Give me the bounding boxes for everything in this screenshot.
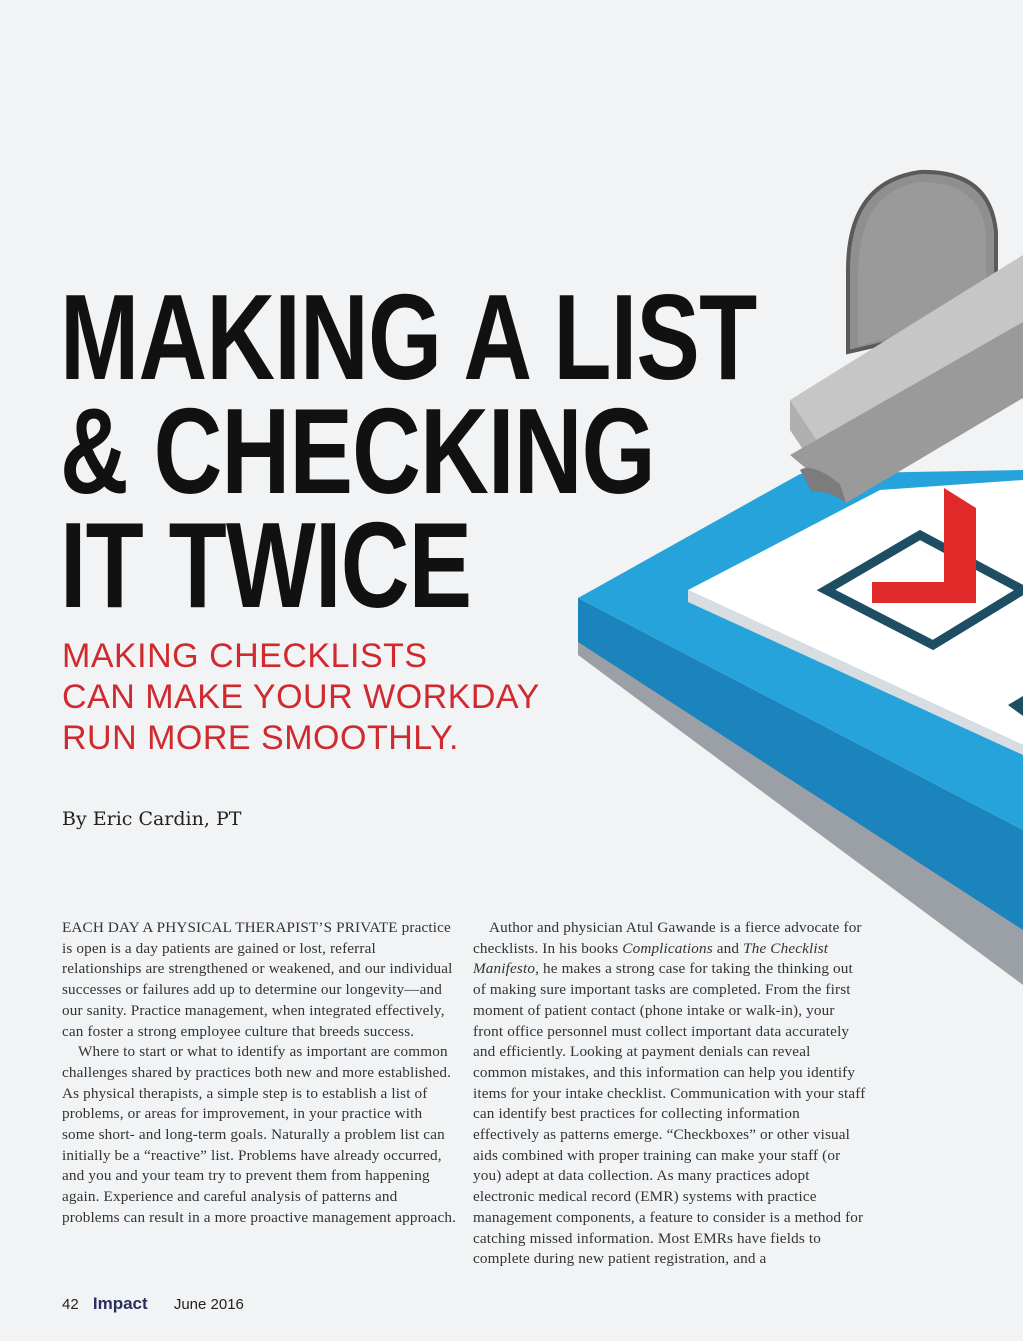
body-text: and — [712, 939, 744, 957]
body-text: , he makes a strong case for taking the thinking out of making sure important tasks are completed. From the first moment of patient contact (phone intake or walk-in), your front office personnel must collect important data accurately and efficiently. Looking at payment denials can reveal common mistakes, and this information can help you identify items for your intake checklist. Communication with your staff can identify best practices for collecting information effectively as patterns emerge. “Checkboxes” or other visual aids combined with proper training can make your staff (or you) adept at data collection. As many practices adopt electronic medical record (EMR) systems with practice management components, a feature to consider is a method for catching missed information. Most EMRs have fields to complete during new patient registration, and a — [473, 960, 866, 1268]
subhead-line-3: RUN MORE SMOOTHLY. — [62, 719, 459, 757]
book-title: The Checklist Manifesto — [473, 939, 829, 978]
byline: By Eric Cardin, PT — [62, 808, 242, 830]
body-text: Author and physician Atul Gawande is a fierce advocate for checklists. In his books — [473, 919, 862, 957]
headline-line-3: IT TWICE — [60, 497, 472, 633]
page-number: 42 — [62, 1296, 79, 1313]
body-paragraph: EACH DAY A PHYSICAL THERAPIST’S PRIVATE practice is open is a day patients are gained or lost, referral relationships are strengthened or weakened, and our individual successes or failures add up to determine our longevity—and our sanity. Practice management, when integrated effectively, can foster a strong employee culture that breeds success. — [62, 919, 453, 1040]
body-column-right — [473, 918, 868, 1270]
subheadline — [62, 636, 540, 759]
magazine-name: Impact — [92, 1294, 148, 1313]
headline-line-1: MAKING A LIST — [60, 269, 757, 405]
page-footer — [62, 1294, 244, 1314]
headline-line-2: & CHECKING — [60, 383, 655, 519]
body-paragraph: Where to start or what to identify as important are common challenges shared by practices both new and more established. As physical therapists, a simple step is to establish a list of problems, or areas for improvement, in your practice with some short- and long-term goals. Naturally a problem list can initially be a “reactive” list. Problems have already occurred, and you and your team try to prevent them from happening again. Experience and careful analysis of patterns and problems can result in a more proactive management approach. — [62, 1043, 457, 1226]
subhead-line-1: MAKING CHECKLISTS — [62, 637, 428, 675]
issue-date: June 2016 — [173, 1296, 244, 1313]
subhead-line-2: CAN MAKE YOUR WORKDAY — [62, 678, 540, 716]
body-paragraph — [473, 918, 868, 1270]
headline — [60, 269, 953, 633]
book-title: Complications — [622, 939, 713, 957]
body-column-left — [62, 918, 457, 1229]
